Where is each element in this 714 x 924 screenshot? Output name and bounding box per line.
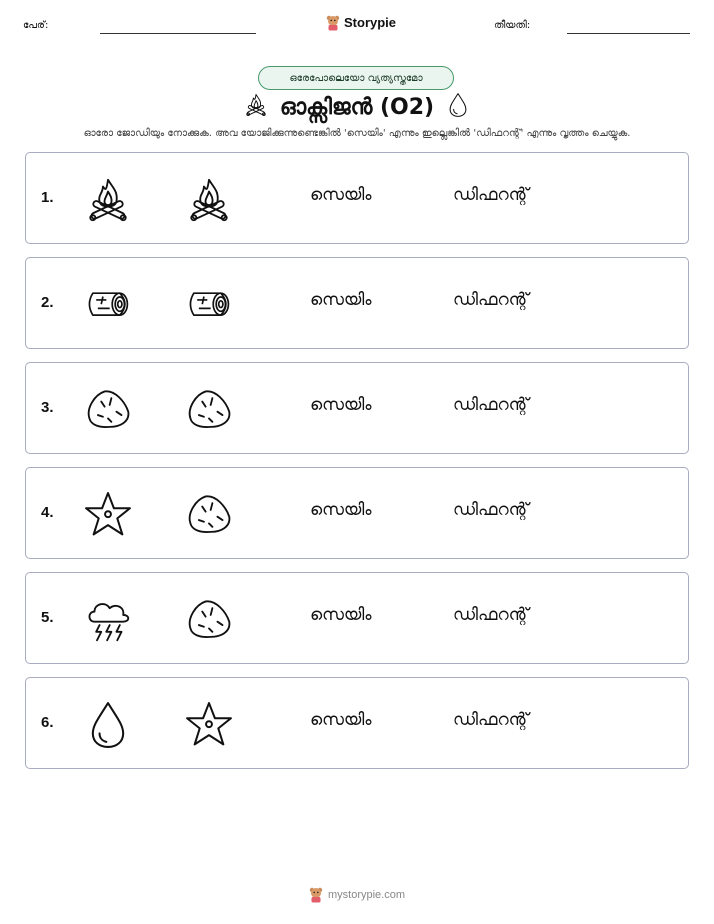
row-number: 2. xyxy=(41,294,54,311)
exercise-row xyxy=(25,467,689,559)
different-option[interactable]: ഡിഫറന്റ് xyxy=(453,500,529,520)
log-icon xyxy=(182,278,236,332)
rock-icon xyxy=(81,383,135,437)
name-field[interactable] xyxy=(100,33,256,34)
rock-icon xyxy=(182,383,236,437)
date-label: തീയതി: xyxy=(494,20,531,31)
starfruit-icon xyxy=(81,488,135,542)
row-number: 4. xyxy=(41,504,54,521)
exercise-row xyxy=(25,362,689,454)
campfire-icon xyxy=(242,91,270,123)
date-field[interactable] xyxy=(567,33,690,34)
same-option[interactable]: സെയിം xyxy=(310,710,372,730)
same-option[interactable]: സെയിം xyxy=(310,605,372,625)
storm-cloud-icon xyxy=(81,593,135,647)
row-number: 3. xyxy=(41,399,54,416)
footer-url[interactable]: mystorypie.com xyxy=(327,888,406,901)
exercise-row xyxy=(25,257,689,349)
different-option[interactable]: ഡിഫറന്റ് xyxy=(453,185,529,205)
different-option[interactable]: ഡിഫറന്റ് xyxy=(453,290,529,310)
water-drop-icon xyxy=(444,91,472,123)
campfire-icon xyxy=(81,173,135,227)
row-number: 1. xyxy=(41,189,54,206)
water-drop-icon xyxy=(81,698,135,752)
title-row xyxy=(0,90,714,124)
footer xyxy=(0,886,714,903)
worksheet-type-badge: ഒരേപോലെയോ വ്യത്യസ്തമോ xyxy=(258,66,454,90)
worksheet-header xyxy=(0,14,714,38)
log-icon xyxy=(81,278,135,332)
rock-icon xyxy=(182,593,236,647)
brand-logo xyxy=(326,14,396,31)
name-label: പേര്: xyxy=(23,20,49,31)
bear-mascot-icon xyxy=(326,14,340,31)
different-option[interactable]: ഡിഫറന്റ് xyxy=(453,605,529,625)
row-number: 6. xyxy=(41,714,54,731)
exercise-row xyxy=(25,152,689,244)
brand-name: Storypie xyxy=(344,15,397,30)
different-option[interactable]: ഡിഫറന്റ് xyxy=(453,710,529,730)
same-option[interactable]: സെയിം xyxy=(310,185,372,205)
different-option[interactable]: ഡിഫറന്റ് xyxy=(453,395,529,415)
starfruit-icon xyxy=(182,698,236,752)
exercise-row xyxy=(25,677,689,769)
same-option[interactable]: സെയിം xyxy=(310,500,372,520)
rock-icon xyxy=(182,488,236,542)
bear-mascot-icon xyxy=(309,886,323,903)
row-number: 5. xyxy=(41,609,54,626)
same-option[interactable]: സെയിം xyxy=(310,395,372,415)
page-title: ഓക്സിജൻ (O2) xyxy=(279,94,435,120)
exercise-row xyxy=(25,572,689,664)
same-option[interactable]: സെയിം xyxy=(310,290,372,310)
instructions: ഓരോ ജോഡിയും നോക്കുക. അവ യോജിക്കുന്നുണ്ടെങ്കിൽ 'സെയിം' എന്നും ഇല്ലെങ്കിൽ 'ഡിഫറന്റ്' എന്നും വൃത്തം ചെയ്യുക. xyxy=(83,128,631,139)
campfire-icon xyxy=(182,173,236,227)
